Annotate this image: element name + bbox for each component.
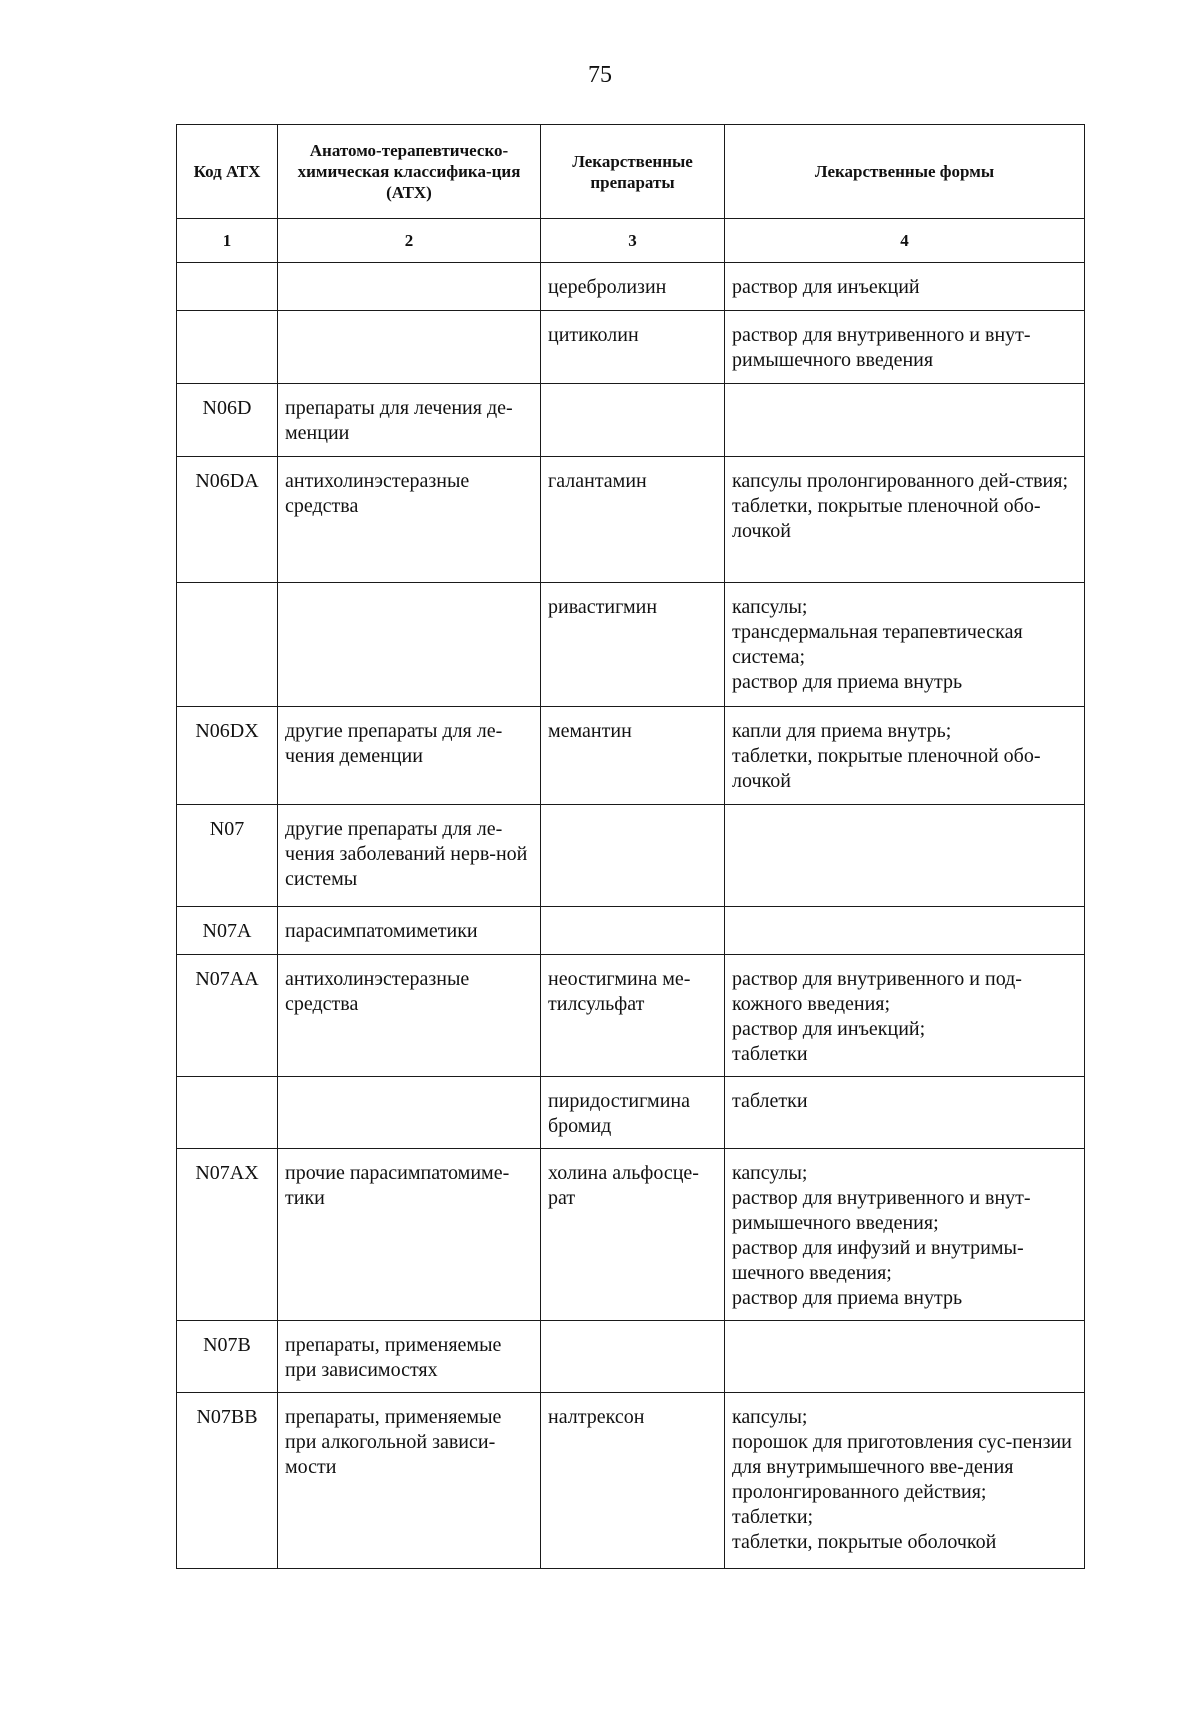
dosage-form-item: раствор для приема внутрь	[732, 671, 963, 693]
table-row	[177, 311, 1085, 384]
drug-name-cell: галантамин	[541, 457, 725, 583]
dosage-form-item: раствор для внутривенного и внут-римышечного введения	[732, 324, 1031, 371]
dosage-form-item: раствор для внутривенного и внут-римышечного введения;	[732, 1187, 1031, 1234]
atx-classification-cell: препараты для лечения де-менции	[278, 384, 541, 457]
dosage-forms-cell	[725, 1393, 1085, 1569]
dosage-form-item: таблетки, покрытые пленочной обо-лочкой	[732, 745, 1041, 792]
column-number: 1	[177, 219, 278, 263]
atx-code-cell: N07AX	[177, 1149, 278, 1321]
dosage-forms-cell	[725, 1321, 1085, 1393]
dosage-forms-cell	[725, 457, 1085, 583]
drug-name-cell: налтрексон	[541, 1393, 725, 1569]
header-drugs: Лекарственные препараты	[541, 125, 725, 219]
column-number: 2	[278, 219, 541, 263]
dosage-form-item: раствор для инфузий и внутримы-шечного введения;	[732, 1237, 1024, 1284]
dosage-forms-cell	[725, 907, 1085, 955]
dosage-forms-cell	[725, 955, 1085, 1077]
atx-classification-cell: другие препараты для ле-чения деменции	[278, 707, 541, 805]
atx-classification-cell: препараты, применяемые при алкогольной зависи-мости	[278, 1393, 541, 1569]
table-row	[177, 1393, 1085, 1569]
dosage-forms-cell	[725, 384, 1085, 457]
atx-code-cell	[177, 583, 278, 707]
table-body	[177, 263, 1085, 1569]
dosage-form-item: трансдермальная терапевтическая система;	[732, 621, 1023, 668]
atx-code-cell: N06DA	[177, 457, 278, 583]
atx-classification-cell: парасимпатомиметики	[278, 907, 541, 955]
dosage-forms-cell	[725, 1077, 1085, 1149]
drug-name-cell: холина альфосце-рат	[541, 1149, 725, 1321]
dosage-form-item: капсулы;	[732, 1406, 808, 1428]
dosage-form-item: капли для приема внутрь;	[732, 720, 952, 742]
dosage-form-item: таблетки, покрытые оболочкой	[732, 1531, 997, 1553]
dosage-form-item: капсулы;	[732, 596, 808, 618]
drug-name-cell	[541, 384, 725, 457]
dosage-forms-cell	[725, 583, 1085, 707]
atx-code-cell: N06DX	[177, 707, 278, 805]
drug-name-cell	[541, 805, 725, 907]
atx-classification-cell	[278, 263, 541, 311]
table-row	[177, 707, 1085, 805]
dosage-form-item: раствор для внутривенного и под-кожного введения;	[732, 968, 1022, 1015]
dosage-form-item: таблетки	[732, 1090, 808, 1112]
atx-code-cell: N07	[177, 805, 278, 907]
dosage-form-item: таблетки, покрытые пленочной обо-лочкой	[732, 495, 1041, 542]
drug-name-cell: цитиколин	[541, 311, 725, 384]
atx-code-cell: N07B	[177, 1321, 278, 1393]
table-row	[177, 457, 1085, 583]
drug-name-cell	[541, 907, 725, 955]
table-row	[177, 805, 1085, 907]
drug-name-cell: неостигмина ме-тилсульфат	[541, 955, 725, 1077]
atx-classification-cell: другие препараты для ле-чения заболеваний нерв-ной системы	[278, 805, 541, 907]
atx-table	[176, 124, 1085, 1569]
atx-code-cell: N07AA	[177, 955, 278, 1077]
atx-code-cell	[177, 1077, 278, 1149]
atx-classification-cell: антихолинэстеразные средства	[278, 457, 541, 583]
header-classification: Анатомо-терапевтическо-химическая классифика-ция (АТХ)	[278, 125, 541, 219]
table-row	[177, 1149, 1085, 1321]
table-row	[177, 583, 1085, 707]
atx-classification-cell: прочие парасимпатомиме-тики	[278, 1149, 541, 1321]
atx-code-cell: N06D	[177, 384, 278, 457]
table-row	[177, 384, 1085, 457]
table-row	[177, 1077, 1085, 1149]
dosage-form-item: таблетки	[732, 1043, 808, 1065]
page-number: 75	[588, 62, 612, 88]
dosage-form-item: капсулы пролонгированного дей-ствия;	[732, 470, 1069, 492]
header-code: Код АТХ	[177, 125, 278, 219]
table-row	[177, 1321, 1085, 1393]
column-number-row	[177, 219, 1085, 263]
atx-code-cell: N07A	[177, 907, 278, 955]
dosage-forms-cell	[725, 707, 1085, 805]
atx-classification-cell	[278, 1077, 541, 1149]
drug-name-cell: ривастигмин	[541, 583, 725, 707]
atx-classification-cell: препараты, применяемые при зависимостях	[278, 1321, 541, 1393]
table-row	[177, 955, 1085, 1077]
column-number: 4	[725, 219, 1085, 263]
dosage-forms-cell	[725, 263, 1085, 311]
dosage-form-item: капсулы;	[732, 1162, 808, 1184]
dosage-form-item: порошок для приготовления сус-пензии для внутримышечного вве-дения пролонгированного действия;	[732, 1431, 1072, 1503]
drug-name-cell: церебролизин	[541, 263, 725, 311]
atx-code-cell: N07BB	[177, 1393, 278, 1569]
dosage-form-item: раствор для инъекций;	[732, 1018, 926, 1040]
atx-classification-cell: антихолинэстеразные средства	[278, 955, 541, 1077]
drug-name-cell: пиридостигмина бромид	[541, 1077, 725, 1149]
dosage-form-item: таблетки;	[732, 1506, 814, 1528]
header-row	[177, 125, 1085, 219]
dosage-form-item: раствор для инъекций	[732, 276, 920, 298]
dosage-forms-cell	[725, 1149, 1085, 1321]
column-number: 3	[541, 219, 725, 263]
table-row	[177, 907, 1085, 955]
header-forms: Лекарственные формы	[725, 125, 1085, 219]
drug-name-cell: мемантин	[541, 707, 725, 805]
atx-code-cell	[177, 263, 278, 311]
drug-name-cell	[541, 1321, 725, 1393]
table-row	[177, 263, 1085, 311]
dosage-forms-cell	[725, 805, 1085, 907]
atx-classification-cell	[278, 583, 541, 707]
atx-code-cell	[177, 311, 278, 384]
dosage-forms-cell	[725, 311, 1085, 384]
atx-classification-cell	[278, 311, 541, 384]
dosage-form-item: раствор для приема внутрь	[732, 1287, 963, 1309]
